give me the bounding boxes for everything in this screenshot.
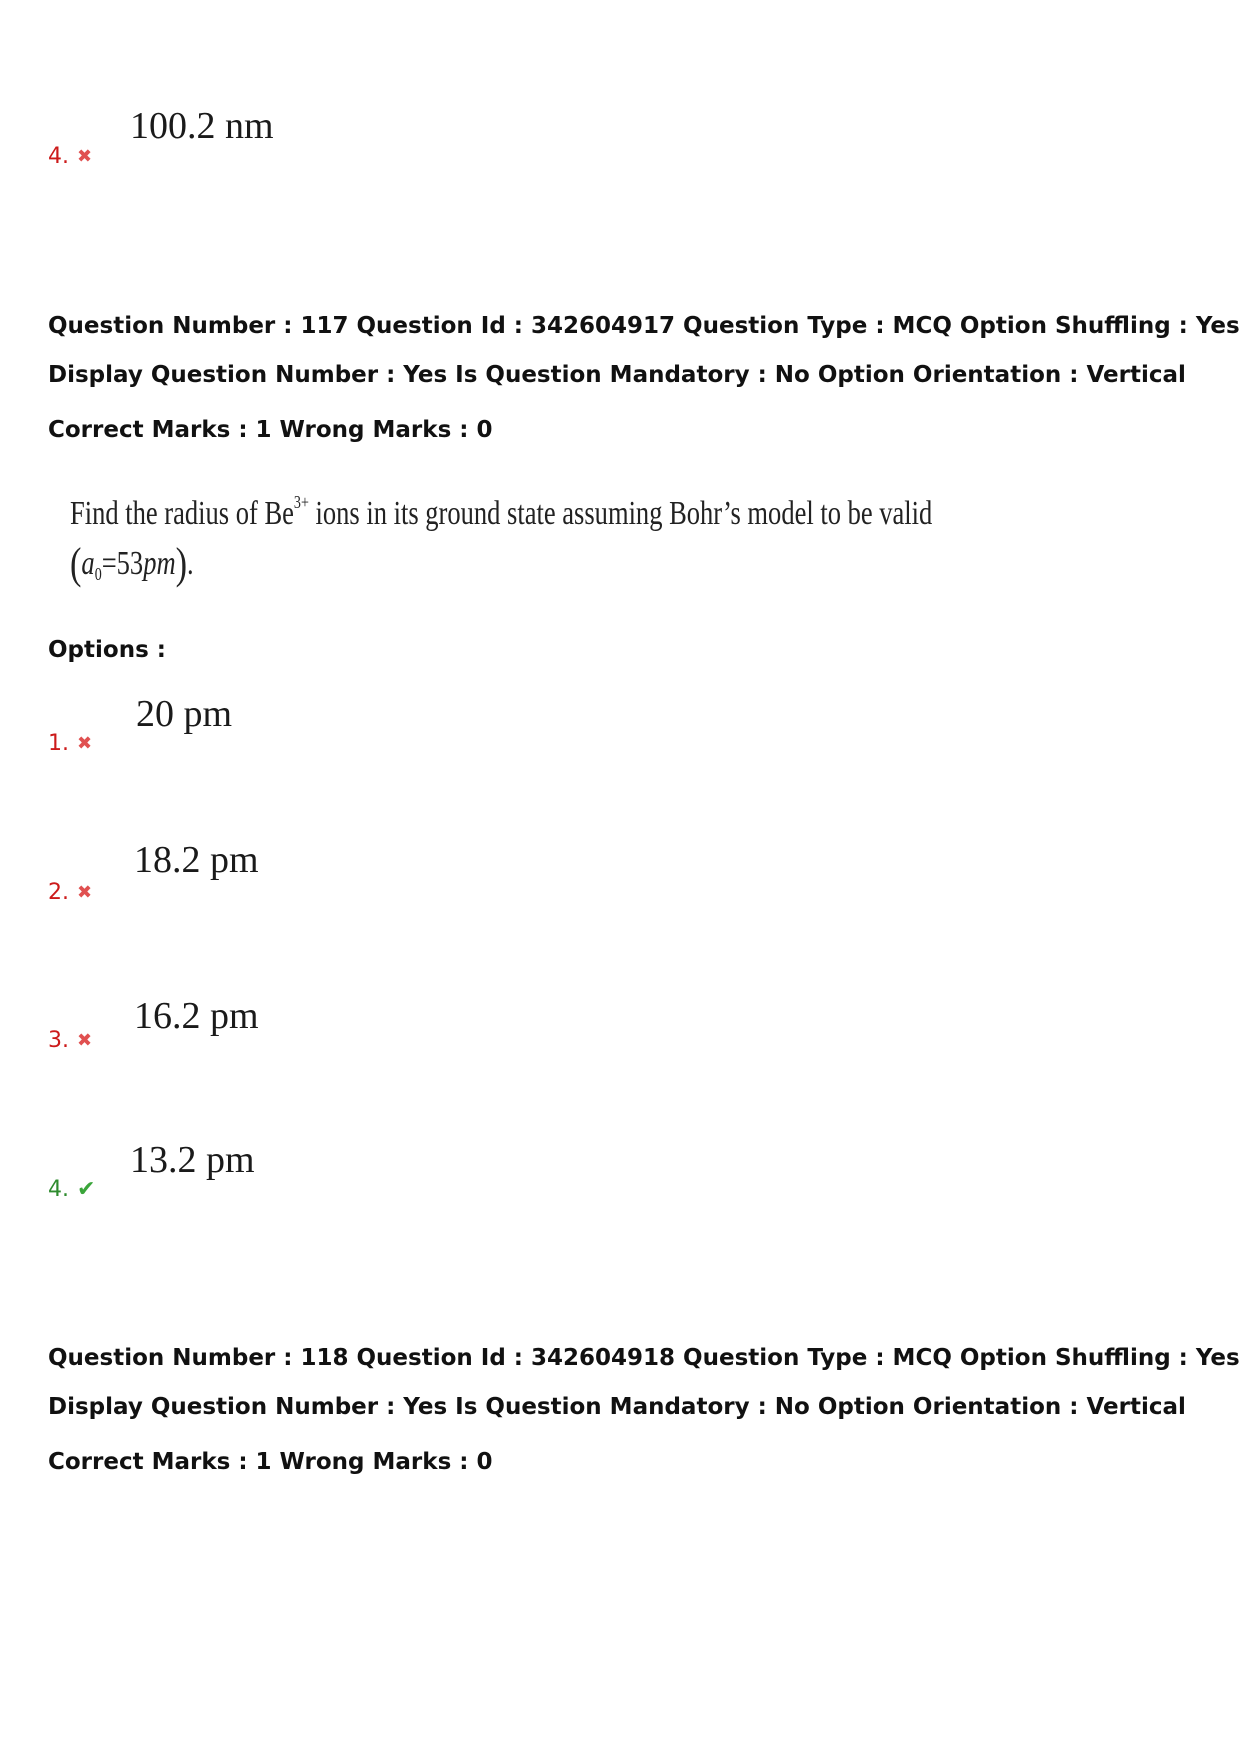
check-mark-icon: ✔ [77,1177,96,1202]
q118-marks-line: Correct Marks : 1 Wrong Marks : 0 [48,1449,493,1475]
open-paren: ( [70,539,82,588]
option-4-value: 13.2 pm [130,1139,255,1181]
bohr-radius-unit: pm [143,545,176,582]
option-number-label: 2. [48,880,69,905]
option-2-value: 18.2 pm [134,839,259,881]
period: . [187,545,194,582]
option-number-label: 3. [48,1028,69,1053]
charge-superscript: 3+ [293,492,309,512]
option-number-label: 1. [48,731,69,756]
q117-meta-line-2: Display Question Number : Yes Is Question Mandatory : No Option Orientation : Vertical [48,362,1186,388]
option-3-value: 16.2 pm [134,995,259,1037]
q118-meta-line-2: Display Question Number : Yes Is Question Mandatory : No Option Orientation : Vertical [48,1394,1186,1420]
option-number-label: 4. [48,144,69,169]
prev-option-4-number [48,144,92,170]
prev-option-4-value: 100.2 nm [130,105,274,147]
cross-mark-icon: ✖ [77,882,93,903]
bohr-radius-symbol: a [81,545,95,582]
question-part-2: ions in its ground state assuming Bohr’s model to be valid [308,495,933,532]
option-4-number [48,1177,95,1203]
q117-meta-line-1: Question Number : 117 Question Id : 342604917 Question Type : MCQ Option Shuffling : Yes [48,313,1240,339]
option-number-label: 4. [48,1177,69,1202]
cross-mark-icon: ✖ [77,733,93,754]
question-part-1: Find the radius of Be [70,495,294,532]
option-3-number [48,1028,92,1054]
close-paren: ) [175,539,188,588]
option-1-value: 20 pm [136,693,233,735]
q117-question-line-2 [70,539,194,594]
bohr-radius-subscript: 0 [94,564,102,584]
option-2-number [48,880,92,906]
option-1-number [48,731,92,757]
cross-mark-icon: ✖ [77,1030,93,1051]
q118-meta-line-1: Question Number : 118 Question Id : 342604918 Question Type : MCQ Option Shuffling : Yes [48,1345,1240,1371]
bohr-radius-value: =53 [101,545,144,582]
cross-mark-icon: ✖ [77,146,93,167]
q117-question-line-1 [70,482,932,534]
q117-marks-line: Correct Marks : 1 Wrong Marks : 0 [48,417,493,443]
options-label: Options : [48,637,166,663]
